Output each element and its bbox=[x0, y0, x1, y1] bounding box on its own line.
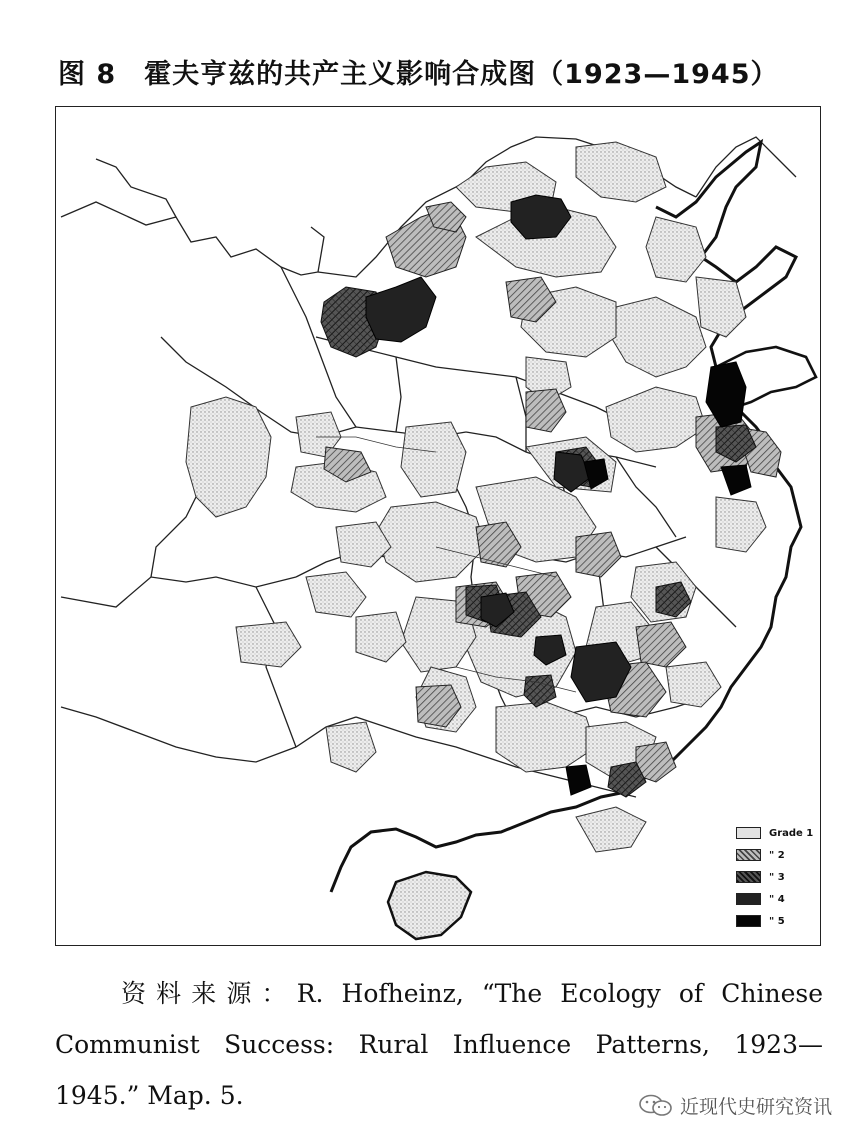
hainan-island bbox=[388, 872, 471, 939]
legend-label: " 4 bbox=[769, 893, 785, 905]
legend-swatch-dense bbox=[736, 893, 761, 905]
legend-label: " 2 bbox=[769, 849, 785, 861]
map-svg bbox=[56, 107, 821, 946]
legend-item-grade5 bbox=[736, 910, 816, 932]
legend-label: Grade 1 bbox=[769, 827, 814, 839]
legend-item-grade1 bbox=[736, 822, 816, 844]
caption-line-3: 1945.” Map. 5. bbox=[55, 1081, 244, 1110]
watermark-text: 近现代史研究资讯 bbox=[679, 1096, 832, 1118]
grade1-regions bbox=[186, 142, 766, 852]
legend-swatch-hatch bbox=[736, 849, 761, 861]
china-influence-map bbox=[55, 106, 821, 946]
legend-label: " 3 bbox=[769, 871, 785, 883]
legend-swatch-solid bbox=[736, 915, 761, 927]
legend-swatch-cross bbox=[736, 871, 761, 883]
legend-label: " 5 bbox=[769, 915, 785, 927]
legend-item-grade2 bbox=[736, 844, 816, 866]
map-legend bbox=[736, 822, 816, 932]
legend-swatch-dots bbox=[736, 827, 761, 839]
caption-line-2: Communist Success: Rural Influence Patterns, 1923— bbox=[55, 1030, 823, 1059]
legend-item-grade3 bbox=[736, 866, 816, 888]
caption-line-1: 资料来源：R. Hofheinz, “The Ecology of Chinese bbox=[121, 979, 823, 1008]
legend-item-grade4 bbox=[736, 888, 816, 910]
figure-title: 图 8 霍夫亨兹的共产主义影响合成图（1923—1945） bbox=[58, 59, 779, 90]
watermark bbox=[638, 1092, 832, 1119]
wechat-icon bbox=[638, 1094, 674, 1118]
